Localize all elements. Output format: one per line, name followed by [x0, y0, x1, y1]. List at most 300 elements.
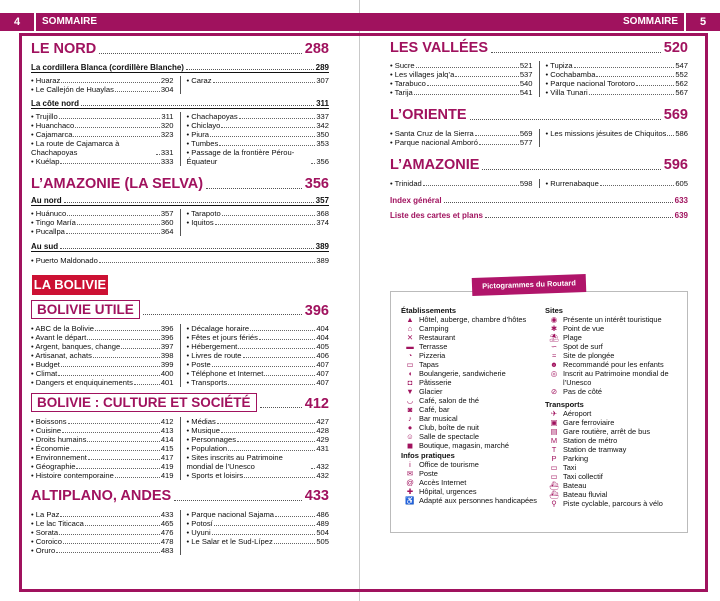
legend-label: Accès Internet [419, 478, 467, 487]
toc-entry[interactable] [31, 453, 174, 462]
tram-icon: T [551, 445, 557, 454]
right-header [360, 13, 720, 31]
legend-item [545, 360, 683, 369]
legend-item [545, 418, 683, 427]
legend-label: Terrasse [419, 342, 448, 351]
subsection-au-sud[interactable] [31, 242, 329, 252]
bolivie-label: LA BOLIVIE [32, 275, 108, 295]
tent-icon: ⌂ [407, 324, 413, 333]
toc-entry[interactable] [31, 351, 174, 360]
toc-entry[interactable] [31, 157, 174, 166]
entry-name: • Climat [31, 369, 58, 378]
legend-label: Pizzeria [419, 351, 446, 360]
legend-item [545, 490, 683, 499]
entry-name: • Téléphone et Internet [186, 369, 264, 378]
entry-name: • ABC de la Bolivie [31, 324, 95, 333]
entry-page: 397 [160, 342, 174, 351]
legend-item [401, 333, 541, 342]
section-page: 396 [304, 303, 329, 319]
cote-nord-entries [31, 112, 329, 166]
section-page: 520 [663, 40, 688, 56]
legend-label: Office de tourisme [419, 460, 479, 469]
toc-entry[interactable] [187, 471, 330, 480]
toc-entry[interactable] [31, 333, 174, 342]
toc-entry[interactable] [31, 256, 329, 265]
legend-item [545, 481, 683, 490]
entry-name: • La Paz [31, 510, 60, 519]
legend-item [401, 441, 541, 450]
surf-icon: ∽ [550, 342, 558, 351]
entry-name: • Parque nacional Amboró [390, 138, 478, 147]
toc-entry[interactable] [546, 179, 689, 188]
toc-entry[interactable] [187, 130, 330, 139]
toc-entry[interactable] [187, 139, 330, 148]
entry-page: 407 [316, 369, 329, 378]
entry-page: 419 [160, 462, 174, 471]
legend-item [401, 432, 541, 441]
legend-label: Point de vue [563, 324, 605, 333]
section-page: 412 [304, 396, 329, 412]
legend-item [401, 315, 541, 324]
entry-name: • Cochabamba [545, 70, 596, 79]
mail-icon: ✉ [406, 469, 414, 478]
toc-entry[interactable] [187, 324, 330, 333]
entry-page: 333 [160, 157, 174, 166]
entry-name: • Les missions jésuites de Chiquitos [545, 129, 667, 138]
entry-name: • Budget [31, 360, 60, 369]
legend-label: Club, boîte de nuit [419, 423, 479, 432]
entry-page: 605 [675, 179, 688, 188]
entry-name: • Population [186, 444, 228, 453]
section-title: L’AMAZONIE [390, 157, 480, 173]
section-bolivie-utile[interactable] [31, 300, 329, 319]
entry-page: 428 [316, 426, 329, 435]
legend-label: Pâtisserie [419, 378, 452, 387]
toc-entry[interactable] [31, 435, 174, 444]
toc-entry[interactable] [31, 378, 174, 387]
legend-heading: Transports [545, 400, 584, 409]
oriente-entries [390, 129, 688, 147]
toc-entry[interactable] [31, 444, 174, 453]
section-culture[interactable] [31, 393, 329, 412]
shop-icon: ◼ [406, 441, 414, 450]
toc-entry[interactable] [31, 471, 174, 480]
toc-entry[interactable] [390, 70, 533, 79]
legend-label: Bateau [563, 481, 587, 490]
toc-entry[interactable] [31, 426, 174, 435]
legend-item [545, 436, 683, 445]
toc-entry[interactable] [187, 453, 330, 471]
bike-icon: ⚲ [551, 499, 557, 508]
entry-page: 414 [160, 435, 174, 444]
entry-page: 399 [160, 360, 174, 369]
entry-name: • Géographie [31, 462, 76, 471]
legend-label: Tapas [419, 360, 439, 369]
subsection-page: 389 [315, 242, 329, 251]
legend-label: Poste [419, 469, 438, 478]
entry-name: • Villa Tunari [545, 88, 588, 97]
entry-name: • Iquitos [186, 218, 214, 227]
toc-entry[interactable] [31, 519, 174, 528]
entry-page: 404 [316, 333, 329, 342]
subsection-title: La cordillera Blanca (cordillère Blanche) [31, 63, 184, 72]
subsection-page: 311 [316, 99, 329, 108]
legend-label: Aéroport [563, 409, 592, 418]
entry-page: 547 [675, 61, 688, 70]
legend-label: Parking [563, 454, 589, 463]
entry-page: 405 [316, 342, 329, 351]
legend-label: Salle de spectacle [419, 432, 479, 441]
legend-item [401, 414, 541, 423]
entry-name: • Piura [186, 130, 209, 139]
subsection-cote-nord[interactable] [31, 99, 329, 109]
subsection-title: La côte nord [31, 99, 80, 108]
legend-item [545, 351, 683, 360]
legend-label: Boulangerie, sandwicherie [419, 369, 506, 378]
legend-label: Pas de côté [563, 387, 603, 396]
legend-label: Bar musical [419, 414, 458, 423]
entry-name: • Chiclayo [186, 121, 221, 130]
tapas-icon: ▭ [406, 360, 414, 369]
vallees-entries [390, 61, 688, 97]
toc-entry[interactable] [546, 70, 689, 79]
legend-item [401, 378, 541, 387]
entry-page: 483 [160, 546, 174, 555]
entry-page: 433 [160, 510, 174, 519]
toc-entry[interactable] [187, 378, 330, 387]
entry-page: 353 [316, 139, 329, 148]
toc-entry[interactable] [546, 129, 689, 138]
toc-entry[interactable] [187, 209, 330, 218]
entry-name: • Tarabuco [390, 79, 426, 88]
toc-entry[interactable] [31, 139, 174, 157]
wheelchair-icon: ♿ [405, 496, 415, 505]
section-altiplano[interactable] [31, 488, 329, 504]
entry-name: • Coroico [31, 537, 62, 546]
toc-entry[interactable] [187, 510, 330, 519]
river-boat-icon: ⛴ [549, 490, 559, 499]
entry-page: 368 [316, 209, 329, 218]
parking-icon: P [551, 454, 557, 463]
toc-entry[interactable] [187, 537, 330, 546]
left-header-title: SOMMAIRE [36, 13, 360, 31]
boat-icon: ⛴ [549, 481, 559, 490]
legend-heading: Infos pratiques [401, 451, 455, 460]
bus-icon: ▤ [550, 427, 558, 436]
club-icon: ● [407, 423, 413, 432]
legend-label: Café, bar [419, 405, 450, 414]
right-content [390, 33, 688, 220]
entry-name: • Le Salar et le Sud-Lípez [186, 537, 273, 546]
legend-label: Station de tramway [563, 445, 627, 454]
entry-page: 357 [160, 209, 174, 218]
toc-entry[interactable] [187, 218, 330, 227]
entry-page: 360 [160, 218, 174, 227]
legend-item [401, 342, 541, 351]
hospital-icon: ✚ [406, 487, 414, 496]
entry-name: • Huaraz [31, 76, 61, 85]
entry-page: 350 [316, 130, 329, 139]
entry-page: 413 [160, 426, 174, 435]
entry-page: 307 [316, 76, 329, 85]
legend-item [401, 387, 541, 396]
entry-name: • Rurrenabaque [545, 179, 599, 188]
toc-entry[interactable] [31, 546, 174, 555]
section-vallees[interactable] [390, 40, 688, 56]
bed-icon: ▲ [406, 315, 414, 324]
legend-item [401, 496, 541, 505]
toc-entry[interactable] [31, 528, 174, 537]
toc-entry[interactable] [187, 528, 330, 537]
section-amazonie[interactable] [390, 157, 688, 173]
legend-label: Plage [563, 333, 582, 342]
entry-name: • Trujillo [31, 112, 58, 121]
toc-entry[interactable] [187, 148, 330, 166]
toc-entry[interactable] [187, 351, 330, 360]
subsection-au-nord[interactable] [31, 196, 329, 206]
subsection-cordillera[interactable] [31, 63, 329, 73]
au-nord-entries [31, 209, 329, 236]
legend-label: Adapté aux personnes handicapées [419, 496, 537, 505]
toc-entry[interactable] [187, 342, 330, 351]
info-icon: i [409, 460, 411, 469]
toc-entry[interactable] [390, 138, 533, 147]
section-page: 356 [304, 176, 329, 192]
legend-item [401, 360, 541, 369]
entry-name: • Sites inscrits au Patrimoine mondial de l’Unesco [186, 453, 283, 471]
entry-page: 364 [160, 227, 174, 236]
toc-entry[interactable] [187, 519, 330, 528]
legend-label: Bateau fluvial [563, 490, 608, 499]
entry-page: 562 [675, 79, 688, 88]
section-nord[interactable] [31, 41, 329, 57]
index-page: 633 [674, 196, 688, 205]
toc-entry[interactable] [187, 121, 330, 130]
cordillera-entries [31, 76, 329, 94]
toc-entry[interactable] [31, 417, 174, 426]
cake-icon: ◘ [407, 378, 413, 387]
toc-entry[interactable] [390, 79, 533, 88]
entry-page: 432 [316, 471, 329, 480]
entry-page: 311 [161, 112, 174, 121]
section-title: BOLIVIE : CULTURE ET SOCIÉTÉ [31, 393, 257, 412]
entry-page: 432 [316, 462, 329, 471]
toc-entry[interactable] [546, 79, 689, 88]
entry-page: 486 [316, 510, 329, 519]
cartes-title: Liste des cartes et plans [390, 211, 483, 220]
section-oriente[interactable] [390, 107, 688, 123]
legend-label: Hôpital, urgences [419, 487, 477, 496]
entry-name: • Puerto Maldonado [31, 256, 98, 265]
entry-page: 400 [160, 369, 174, 378]
legend-item [401, 405, 541, 414]
entry-name: • Huánuco [31, 209, 67, 218]
entry-page: 489 [316, 519, 329, 528]
toc-entry[interactable] [31, 360, 174, 369]
toc-entry[interactable] [31, 85, 174, 94]
utile-entries [31, 324, 329, 387]
entry-page: 431 [316, 444, 329, 453]
toc-entry[interactable] [390, 88, 533, 97]
toc-entry[interactable] [31, 209, 174, 218]
side-icon: ⊘ [550, 387, 558, 396]
toc-entry[interactable] [390, 129, 533, 138]
toc-entry[interactable] [31, 462, 174, 471]
beach-icon: ⛱ [549, 333, 559, 342]
section-page: 433 [304, 488, 329, 504]
plane-icon: ✈ [550, 409, 558, 418]
toc-entry[interactable] [31, 218, 174, 227]
eye-icon: ◉ [550, 315, 558, 324]
legend-label: Présente un intérêt touristique [563, 315, 662, 324]
subsection-page: 357 [315, 196, 329, 205]
at-icon: @ [406, 478, 414, 487]
entry-name: • Oruro [31, 546, 56, 555]
entry-name: • Sucre [390, 61, 415, 70]
toc-entry[interactable] [187, 333, 330, 342]
entry-name: • Sports et loisirs [186, 471, 244, 480]
entry-page: 323 [160, 130, 174, 139]
section-title: LE NORD [31, 41, 97, 57]
theater-icon: ☺ [406, 432, 414, 441]
toc-entry[interactable] [31, 342, 174, 351]
toc-entry[interactable] [31, 76, 174, 85]
coffee-icon: ◙ [407, 405, 413, 414]
entry-name: • Décalage horaire [186, 324, 250, 333]
train-icon: ▣ [550, 418, 558, 427]
toc-entry[interactable] [187, 426, 330, 435]
entry-page: 567 [675, 88, 688, 97]
legend-label: Site de plongée [563, 351, 615, 360]
entry-page: 586 [675, 129, 688, 138]
shared-taxi-icon: ▭ [550, 472, 558, 481]
legend-item [401, 396, 541, 405]
toc-entry[interactable] [31, 369, 174, 378]
entry-name: • Boissons [31, 417, 67, 426]
toc-entry[interactable] [31, 130, 174, 139]
legend-item [545, 463, 683, 472]
entry-name: • Caraz [186, 76, 212, 85]
entry-page: 552 [675, 70, 688, 79]
index-general-link[interactable] [390, 196, 688, 205]
legend-item [401, 460, 541, 469]
viewpoint-icon: ✱ [550, 324, 558, 333]
entry-page: 374 [316, 218, 329, 227]
entry-page: 521 [519, 61, 533, 70]
altiplano-entries [31, 510, 329, 555]
toc-entry[interactable] [31, 121, 174, 130]
legend-label: Hôtel, auberge, chambre d’hôtes [419, 315, 527, 324]
subsection-page: 289 [315, 63, 329, 72]
toc-entry[interactable] [546, 88, 689, 97]
legend-item [401, 469, 541, 478]
legend-heading: Sites [545, 306, 563, 315]
legend-label: Taxi collectif [563, 472, 603, 481]
culture-entries [31, 417, 329, 480]
left-header [0, 13, 360, 31]
toc-entry[interactable] [31, 510, 174, 519]
right-page-number: 5 [686, 13, 720, 31]
entry-name: • Argent, banques, change [31, 342, 121, 351]
toc-entry[interactable] [31, 112, 174, 121]
toc-entry[interactable] [187, 369, 330, 378]
terrace-icon: ▬ [406, 342, 414, 351]
entry-page: 419 [160, 471, 174, 480]
toc-entry[interactable] [31, 227, 174, 236]
entry-page: 401 [160, 378, 174, 387]
entry-page: 417 [160, 453, 174, 462]
toc-entry[interactable] [31, 324, 174, 333]
entry-name: • Artisanat, achats [31, 351, 92, 360]
entry-name: • Potosí [186, 519, 213, 528]
unesco-icon: ◎ [550, 369, 558, 378]
entry-name: • Kuélap [31, 157, 60, 166]
entry-page: 407 [316, 378, 329, 387]
entry-page: 505 [316, 537, 329, 546]
section-amazonie-selva[interactable] [31, 176, 329, 192]
entry-page: 412 [160, 417, 174, 426]
toc-entry[interactable] [187, 444, 330, 453]
entry-page: 540 [519, 79, 533, 88]
legend-item [401, 324, 541, 333]
toc-entry[interactable] [546, 61, 689, 70]
section-page: 596 [663, 157, 688, 173]
entry-name: • Sorata [31, 528, 59, 537]
entry-name: • Musique [186, 426, 220, 435]
legend-item [401, 369, 541, 378]
entry-page: 389 [316, 256, 329, 265]
entry-page: 331 [160, 148, 174, 157]
teacup-icon: ◡ [406, 396, 414, 405]
entry-name: • Personnages [186, 435, 237, 444]
entry-name: • Tupiza [545, 61, 573, 70]
legend-item [545, 387, 683, 396]
entry-name: • Parque nacional Sajama [186, 510, 275, 519]
legend-item [401, 487, 541, 496]
toc-entry[interactable] [187, 112, 330, 121]
legend-item [545, 369, 683, 387]
legend-item [545, 499, 683, 508]
entry-name: • Le Callejón de Huaylas [31, 85, 114, 94]
entry-page: 569 [519, 129, 533, 138]
entry-page: 504 [316, 528, 329, 537]
toc-entry[interactable] [390, 61, 533, 70]
toc-entry[interactable] [390, 179, 533, 188]
entry-name: • Passage de la frontière Pérou-Équateur [186, 148, 295, 166]
entry-name: • Médias [186, 417, 216, 426]
cartes-link[interactable] [390, 211, 688, 220]
entry-name: • Tumbes [186, 139, 219, 148]
bolivie-content [31, 300, 329, 555]
section-page: 569 [663, 107, 688, 123]
right-header-title: SOMMAIRE [360, 13, 684, 31]
legend-label: Inscrit au Patrimoine mondial de l’Unesco [563, 369, 669, 387]
toc-entry[interactable] [187, 360, 330, 369]
toc-entry[interactable] [187, 435, 330, 444]
left-page-number: 4 [0, 13, 34, 31]
toc-entry[interactable] [187, 417, 330, 426]
entry-name: • Pucallpa [31, 227, 65, 236]
entry-name: • Tarija [390, 88, 413, 97]
toc-entry[interactable] [187, 76, 330, 85]
legend-heading: Établissements [401, 306, 457, 315]
subsection-title: Au nord [31, 196, 62, 205]
legend-item [545, 472, 683, 481]
icecream-icon: ▼ [406, 387, 414, 396]
toc-entry[interactable] [31, 537, 174, 546]
kids-icon: ☻ [550, 360, 558, 369]
legend-label: Gare routière, arrêt de bus [563, 427, 651, 436]
